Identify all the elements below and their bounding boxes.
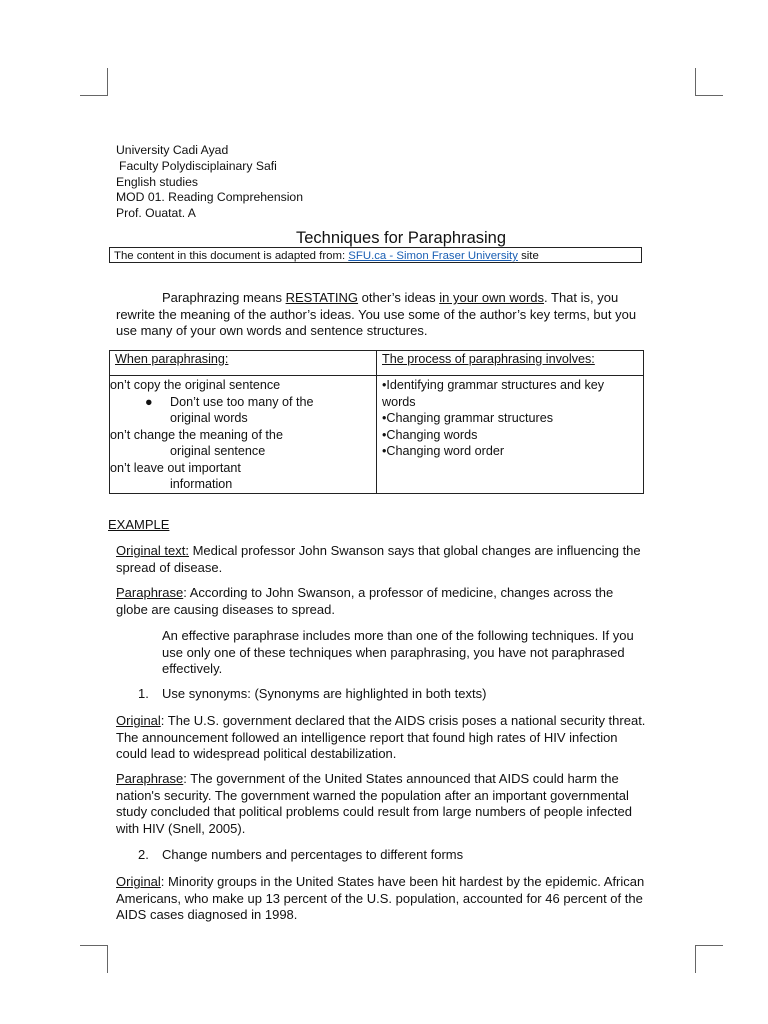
crop-mark [696,95,723,96]
source-note [109,247,642,263]
technique-1: 1. Use synonyms: (Synonyms are highlighted in both texts) [138,686,487,701]
table-header: When paraphrasing: [110,351,377,376]
document-header [116,143,303,222]
table-header: The process of paraphrasing involves: [377,351,644,376]
university-name: University Cadi Ayad [116,143,229,157]
crop-mark [107,945,108,973]
technique-1-paraphrase: Paraphrase: The government of the United States announced that AIDS could harm the nation's security. The government warned the population after an important governmental study concluded that political problems could result from large numbers of people infected with HIV (Snell, 2005). [116,771,632,836]
restating-term: RESTATING [285,290,359,305]
example-original: Original text: Medical professor John Swanson says that global changes are influencing the spread of disease. [116,543,641,575]
crop-mark [695,68,696,96]
technique-2-original: Original: Minority groups in the United States have been hit hardest by the epidemic. African Americans, who make up 13 percent of the U.S. population, accounted for 46 percent of the AIDS cases diagnosed in 1998. [116,874,645,922]
crop-mark [80,945,107,946]
source-link[interactable]: SFU.ca - Simon Fraser University [348,250,518,262]
source-prefix: The content in this document is adapted from: [114,250,346,262]
example-paraphrase: Paraphrase: According to John Swanson, a professor of medicine, changes across the globe are causing diseases to spread. [116,585,614,617]
crop-mark [695,945,696,973]
bullet-icon: ● [145,394,153,409]
own-words-term: in your own words [439,290,545,305]
source-suffix: site [517,250,539,262]
intro-paragraph: Paraphrazing means RESTATING other’s ideas in your own words. That is, you rewrite the meaning of the author’s ideas. You use some of the author’s key terms, but you use many of your own words and sentence structures. [116,290,637,338]
professor-name: Prof. Ouatat. A [116,206,196,221]
crop-mark [696,945,723,946]
example-heading: EXAMPLE [108,517,170,532]
table-cell: •Identifying grammar structures and key words •Changing grammar structures •Changing words •Changing word order [377,376,644,494]
faculty-name: Faculty Polydisciplainary Safi [119,158,277,173]
technique-2: 2. Change numbers and percentages to different forms [138,847,464,862]
table-cell: on’t copy the original sentence ● Don’t use too many of the original words on’t change the meaning of the original sentence on’t leave out important information [110,376,377,494]
paraphrasing-table [109,350,644,494]
module-name: MOD 01. Reading Comprehension [116,190,303,205]
technique-1-original: Original: The U.S. government declared that the AIDS crisis poses a national security threat. The announcement followed an intelligence report that found high rates of HIV infection could lead to widespread political destabilization. [116,713,646,761]
department-name: English studies [116,174,198,189]
crop-mark [107,68,108,96]
techniques-note: An effective paraphrase includes more than one of the following techniques. If you use only one of these techniques when paraphrasing, you have not paraphrased effectively. [162,628,634,676]
page-title: Techniques for Paraphrasing [295,229,507,247]
crop-mark [80,95,107,96]
